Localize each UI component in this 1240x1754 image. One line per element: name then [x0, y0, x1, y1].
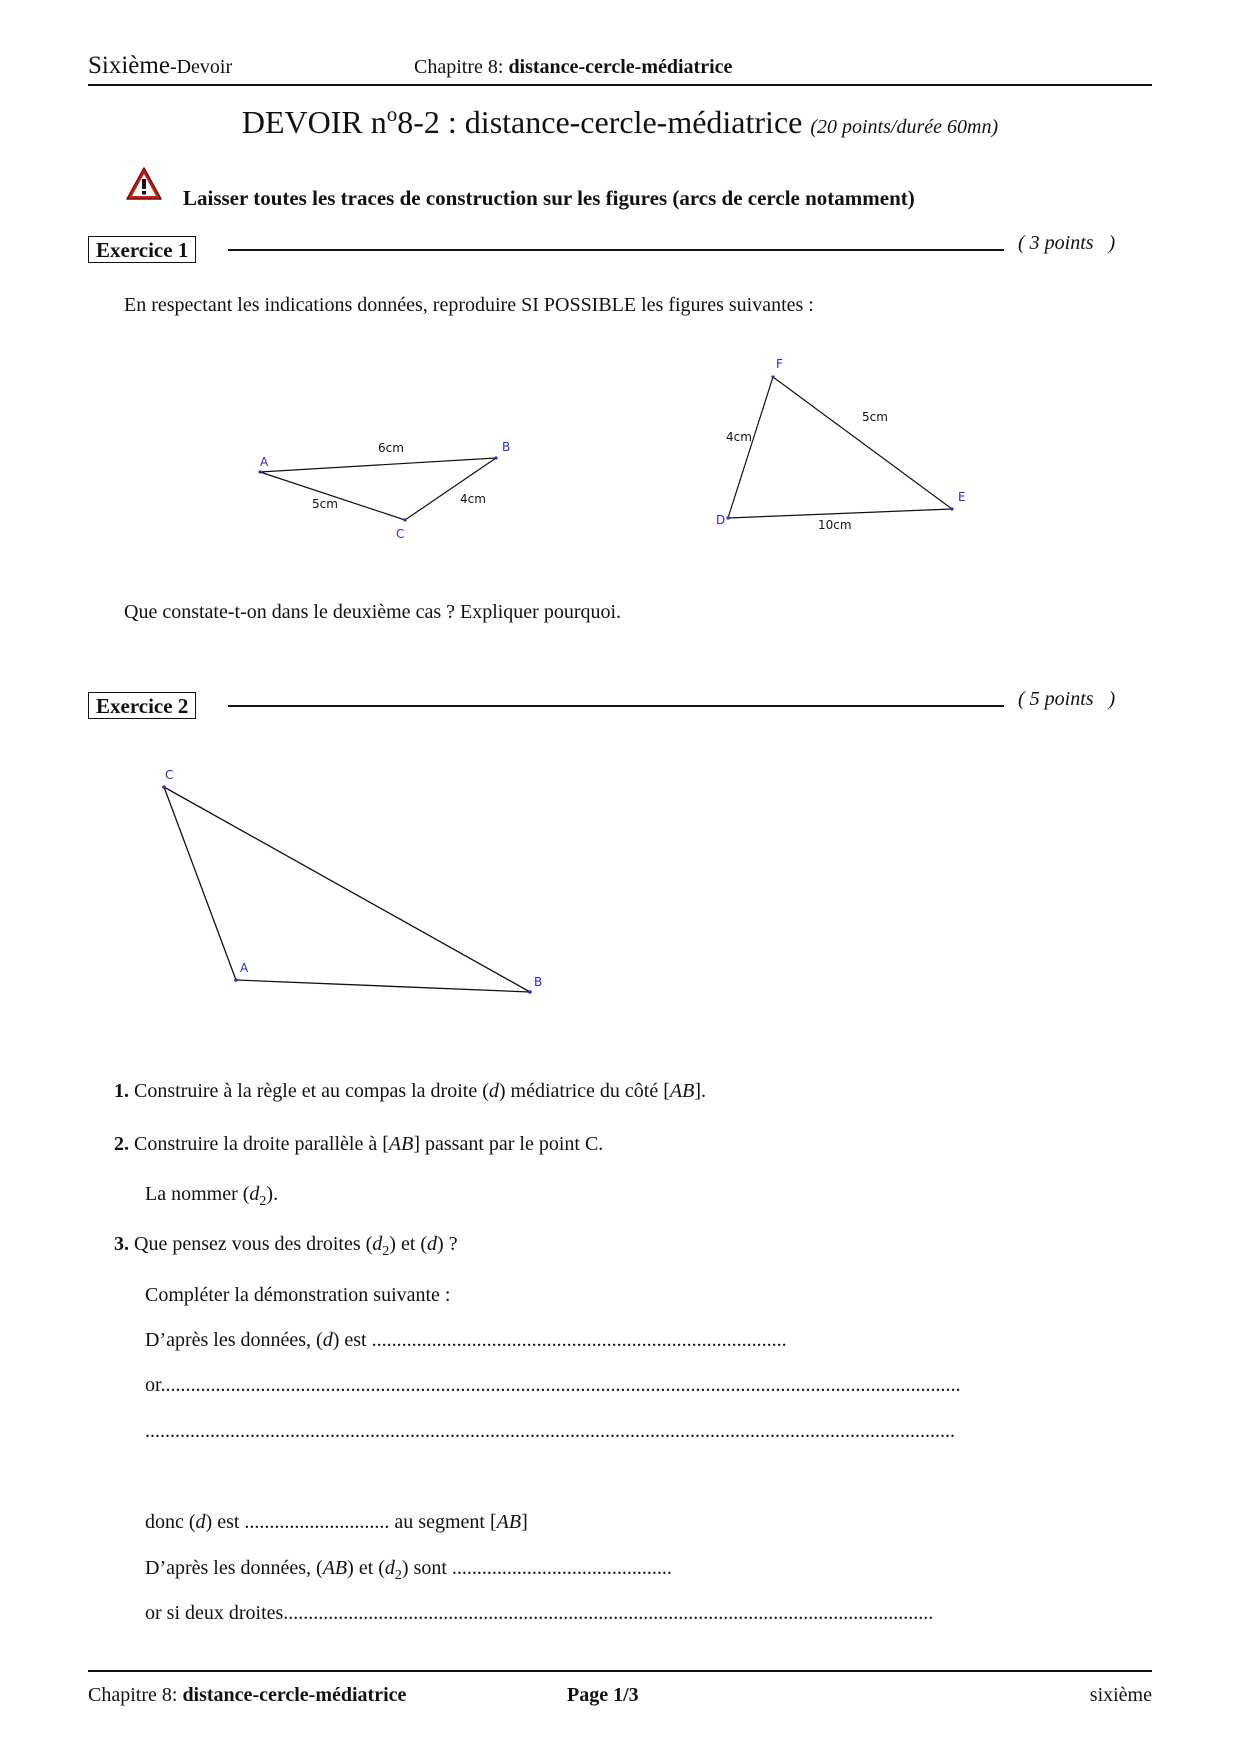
label-d: D [716, 513, 726, 527]
title-sup: o [386, 102, 398, 126]
naming-var: d [249, 1183, 260, 1205]
demo-line-4-text-c: ] [521, 1511, 528, 1533]
title-main: DEVOIR n [241, 104, 387, 140]
segment-ab [260, 458, 496, 472]
segment-df [728, 377, 773, 518]
segment-fe [773, 377, 952, 509]
demo-intro: Compléter la démonstration suivante : [145, 1284, 451, 1306]
warning-triangle-icon [125, 166, 163, 202]
question-3-number: 3. [114, 1233, 129, 1255]
question-2-text-a: Construire la droite parallèle à [ [134, 1133, 389, 1155]
demo-line-5-segment: AB [322, 1557, 348, 1579]
question-2 [114, 1133, 603, 1156]
point-e [950, 507, 953, 510]
point-a [258, 470, 261, 473]
demo-line-4 [145, 1511, 528, 1534]
header-chapter [414, 56, 732, 79]
question-3 [114, 1233, 458, 1260]
exercise2-figure [150, 765, 560, 1005]
question-1-number: 1. [114, 1080, 129, 1102]
label-a: A [260, 455, 269, 469]
warning-text: Laisser toutes les traces de construction sur les figures (arcs de cercle notamment) [183, 186, 915, 210]
demo-line-6[interactable]: or si deux droites.................................................................................................................................. [145, 1602, 934, 1624]
header-rule [88, 84, 1152, 86]
point-d [726, 516, 729, 519]
label-b: B [502, 440, 511, 454]
length-ab: 6cm [378, 441, 404, 455]
question-2-segment: AB [388, 1133, 414, 1155]
segment-ac [260, 472, 405, 520]
naming-text-a: La nommer ( [145, 1183, 250, 1205]
label-b: B [534, 975, 543, 989]
point-c [162, 785, 166, 789]
footer-page-number: Page 1/3 [567, 1684, 639, 1706]
exercise1-figure2 [715, 355, 985, 535]
segment-cb [164, 787, 530, 992]
naming-text-b: ). [266, 1183, 279, 1205]
title-sub: (20 points/durée 60mn) [810, 116, 999, 138]
demo-line-1-text-a: D’après les données, ( [145, 1329, 323, 1351]
demo-line-5 [145, 1557, 672, 1584]
point-f [771, 375, 774, 378]
footer-chapter [88, 1684, 406, 1707]
footer-chapter-prefix: Chapitre 8: [88, 1684, 178, 1706]
question-2-naming [145, 1183, 278, 1210]
exercise1-rule [228, 249, 1004, 251]
demo-line-1 [145, 1329, 787, 1352]
length-fe: 5cm [862, 410, 888, 424]
point-a [234, 978, 238, 982]
demo-line-5-text-a: D’après les données, ( [145, 1557, 323, 1579]
header-level [88, 52, 232, 80]
question-3-text-a: Que pensez vous des droites ( [134, 1233, 373, 1255]
demo-line-5-var: d [384, 1557, 395, 1579]
demo-line-4-segment: AB [496, 1511, 522, 1533]
exercise2-label: Exercice 2 [88, 692, 196, 719]
demo-line-1-text-b: ) est [332, 1329, 372, 1351]
footer-chapter-title: distance-cercle-médiatrice [182, 1684, 407, 1706]
question-1 [114, 1080, 706, 1103]
demo-line-4-text-b[interactable]: ) est ............................. au segment [ [205, 1511, 497, 1533]
exercise1-figure1 [250, 430, 540, 545]
point-b [494, 456, 497, 459]
segment-ca [164, 787, 236, 980]
demo-line-1-blank[interactable]: ................................................................................... [371, 1329, 787, 1351]
demo-line-5-text-b: ) et ( [347, 1557, 385, 1579]
demo-line-3[interactable]: .................................................................................................................................................................. [145, 1420, 955, 1442]
length-df: 4cm [726, 430, 752, 444]
naming-index: 2 [259, 1194, 267, 1209]
length-bc: 4cm [460, 492, 486, 506]
label-c: C [396, 527, 405, 541]
label-e: E [958, 490, 966, 504]
segment-de [728, 509, 952, 518]
title-rest: 8-2 : distance-cercle-médiatrice [397, 104, 803, 140]
footer-rule [88, 1670, 1152, 1672]
exercise1-instruction: En respectant les indications données, reproduire SI POSSIBLE les figures suivantes : [124, 294, 814, 316]
segment-bc [405, 458, 496, 520]
point-c [403, 518, 406, 521]
label-c: C [165, 768, 174, 782]
question-1-text-c: ]. [694, 1080, 707, 1102]
demo-line-1-var: d [322, 1329, 333, 1351]
header-chapter-title: distance-cercle-médiatrice [508, 56, 733, 78]
segment-ab [236, 980, 530, 992]
demo-line-5-text-c[interactable]: ) sont ............................................ [401, 1557, 672, 1579]
length-de: 10cm [818, 518, 852, 532]
demo-line-4-var: d [195, 1511, 206, 1533]
question-1-text-b: ) médiatrice du côté [ [498, 1080, 670, 1102]
question-3-var2: d [427, 1233, 438, 1255]
question-2-number: 2. [114, 1133, 129, 1155]
page-title [0, 104, 1240, 141]
header-chapter-prefix: Chapitre 8: [414, 56, 504, 78]
demo-line-2[interactable]: or................................................................................................................................................................ [145, 1374, 961, 1396]
exercise1-points: ( 3 points ) [1018, 232, 1116, 254]
question-1-segment: AB [669, 1080, 695, 1102]
demo-line-4-text-a: donc ( [145, 1511, 196, 1533]
question-3-text-c: ) ? [437, 1233, 458, 1255]
header-level-main: Sixième [88, 52, 170, 79]
label-f: F [776, 357, 783, 371]
exercise2-points: ( 5 points ) [1018, 688, 1116, 710]
exercise2-rule [228, 705, 1004, 707]
question-3-index: 2 [382, 1244, 390, 1259]
exercise1-question: Que constate-t-on dans le deuxième cas ? Expliquer pourquoi. [124, 601, 622, 623]
footer-level: sixième [1089, 1684, 1152, 1706]
exercise1-label: Exercice 1 [88, 236, 196, 263]
point-b [528, 990, 532, 994]
label-a: A [240, 961, 249, 975]
header-level-suffix: -Devoir [169, 56, 233, 78]
question-1-var: d [488, 1080, 499, 1102]
question-1-text-a: Construire à la règle et au compas la droite ( [134, 1080, 489, 1102]
question-2-text-b: ] passant par le point C. [413, 1133, 604, 1155]
question-3-text-b: ) et ( [389, 1233, 428, 1255]
length-ac: 5cm [312, 497, 338, 511]
demo-line-5-index: 2 [394, 1568, 402, 1583]
question-3-var1: d [372, 1233, 383, 1255]
